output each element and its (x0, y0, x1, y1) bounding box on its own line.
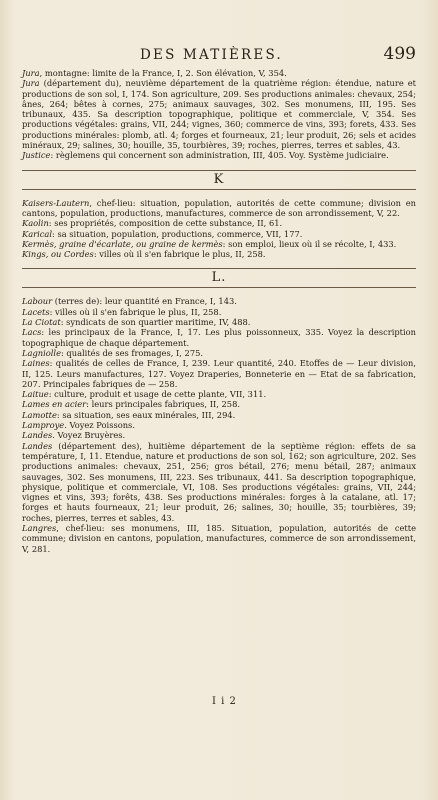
entry-heading: Labour (22, 296, 53, 307)
entry-text: : ses propriétés, composition de cette substance, II, 61. (48, 218, 283, 229)
entry-heading: Laitue (22, 389, 49, 400)
page-header (22, 44, 416, 66)
entry-text: : leurs principales fabriques, II, 258. (86, 399, 240, 410)
section-letter: K (22, 170, 416, 190)
index-entry (22, 441, 416, 523)
entry-heading: Landes (22, 430, 53, 441)
entry-text: : qualités de ses fromages, I, 275. (60, 347, 204, 358)
entry-heading: Jura (22, 78, 40, 89)
entry-text: (département des), huitième département de la septième région: effets de sa température, I, 11. Etendue, nature et productions de son sol, 162; son agriculture, 202. Ses productions animales: chevaux, 251, 256; gros bétail, 276; menu bétail, 287; animaux sauvages, 302. Ses monumens, III, 223. Ses tribunaux, 441. Sa description topographique, physique, politique et commerciale, VI, 108. Ses productions végétales: grains, VII, 244; vignes et vins, 393; forêts, 438. Ses productions minérales: forges à la catalane, atl. 17; forges et hauts fourneaux, 21; leur produit, 26; salines, 30; houille, 35; tourbières, 39; roches, pierres, terres et sables, 43. (22, 440, 416, 523)
entry-heading: Kermès, graine d'écarlate, ou graine de kermès (22, 238, 223, 249)
entry-text: , chef-lieu: ses monumens, III, 185. Situation, population, autorités de cette commune; division en cantons, population, manufactures, commerce de son arrondissement, V, 281. (22, 522, 416, 554)
index-entry (22, 399, 416, 409)
index-entry (22, 150, 416, 160)
index-entry (22, 229, 416, 239)
entry-heading: Lacs (22, 327, 42, 338)
entry-text: : sa situation, population, productions, commerce, VII, 177. (52, 228, 303, 239)
index-entry (22, 420, 416, 430)
running-title: DES MATIÈRES. (140, 47, 283, 63)
entry-text: : son emploi, lieux où il se récolte, I, 433. (222, 238, 397, 249)
entry-heading: Lacets (22, 306, 50, 317)
entry-heading: Lamotte (22, 409, 57, 420)
entry-heading: Kaolin (22, 218, 49, 229)
entry-text: , montagne: limite de la France, I, 2. Son élévation, V, 354. (39, 68, 287, 78)
entry-heading: Landes (22, 440, 53, 451)
entry-heading: Kings, ou Cordes (22, 249, 94, 260)
index-entry (22, 410, 416, 420)
index-body (22, 68, 416, 554)
printer-signature: I i 2 (212, 696, 237, 707)
entry-heading: Lames en acier (22, 399, 87, 410)
index-entry (22, 68, 416, 78)
index-entry (22, 327, 416, 348)
entry-heading: Laines (22, 358, 50, 369)
entry-text: : culture, produit et usage de cette plante, VII, 311. (48, 389, 267, 400)
index-entry (22, 296, 416, 306)
entry-heading: La Ciotat (22, 317, 61, 328)
section-letter: L. (22, 268, 416, 288)
index-entry (22, 307, 416, 317)
entry-text: . Voyez Poissons. (64, 420, 135, 431)
index-entry (22, 389, 416, 399)
index-entry (22, 78, 416, 150)
entry-heading: Karical (22, 228, 53, 239)
index-entry (22, 218, 416, 228)
entry-text: : règlemens qui concernent son administration, III, 405. Voy. Système judiciaire. (50, 150, 389, 161)
index-entry (22, 317, 416, 327)
entry-text: : les principaux de la France, I, 17. Les plus poissonneux, 335. Voyez la description topographique de chaque département. (22, 327, 416, 348)
entry-text: : villes où il s'en fabrique le plus, II, 258. (93, 249, 266, 260)
entry-heading: Kaisers-Lautern (22, 197, 90, 208)
entry-text: . Voyez Bruyères. (52, 430, 126, 441)
entry-heading: Jura (22, 68, 40, 78)
entry-heading: Justice (22, 150, 51, 161)
entry-heading: Lagniolle (22, 347, 61, 358)
index-entry (22, 523, 416, 554)
index-entry (22, 358, 416, 389)
entry-text: , chef-lieu: situation, population, autorités de cette commune; division en cantons, population, productions, manufactures, commerce de son arrondissement, V, 22. (22, 197, 416, 218)
index-entry (22, 249, 416, 259)
entry-heading: Lamproye (22, 420, 65, 431)
entry-text: : syndicats de son quartier maritime, IV, 488. (60, 317, 251, 328)
page-number: 499 (383, 44, 416, 64)
entry-text: : sa situation, ses eaux minérales, III, 294. (56, 409, 236, 420)
entry-text: (département du), neuvième département de la quatrième région: étendue, nature et productions de son sol, I, 174. Son agriculture, 209. Ses productions animales: chevaux, 254; ânes, 264; bêtes à cornes, 275; animaux sauvages, 302. Ses monumens, III, 195. Ses tribunaux, 435. Sa description topographique, politique et commerciale, V, 354. Ses productions végétales: grains, VII, 244; vignes, 360; commerce de vins, 393; forets, 433. Ses productions minérales: plomb, atl. 4; forges et fourneaux, 21; leur produit, 26; sels et acides minéraux, 29; salines, 30; houille, 35, tourbières, 39; roches, pierres, terres et sables, 43. (22, 78, 416, 151)
index-entry (22, 430, 416, 440)
entry-text: : villes où il s'en fabrique le plus, II, 258. (49, 306, 222, 317)
index-entry (22, 348, 416, 358)
entry-heading: Langres (22, 522, 57, 533)
entry-text: : qualités de celles de France, I, 239. Leur quantité, 240. Etoffes de — Leur division, II, 125. Leurs manufactures, 127. Voyez Draperies, Bonneterie en — Etat de sa fabrication, 207. Principales fabriques de — 258. (22, 358, 416, 389)
index-entry (22, 198, 416, 219)
index-entry (22, 239, 416, 249)
entry-text: (terres de): leur quantité en France, I, 143. (52, 296, 237, 307)
